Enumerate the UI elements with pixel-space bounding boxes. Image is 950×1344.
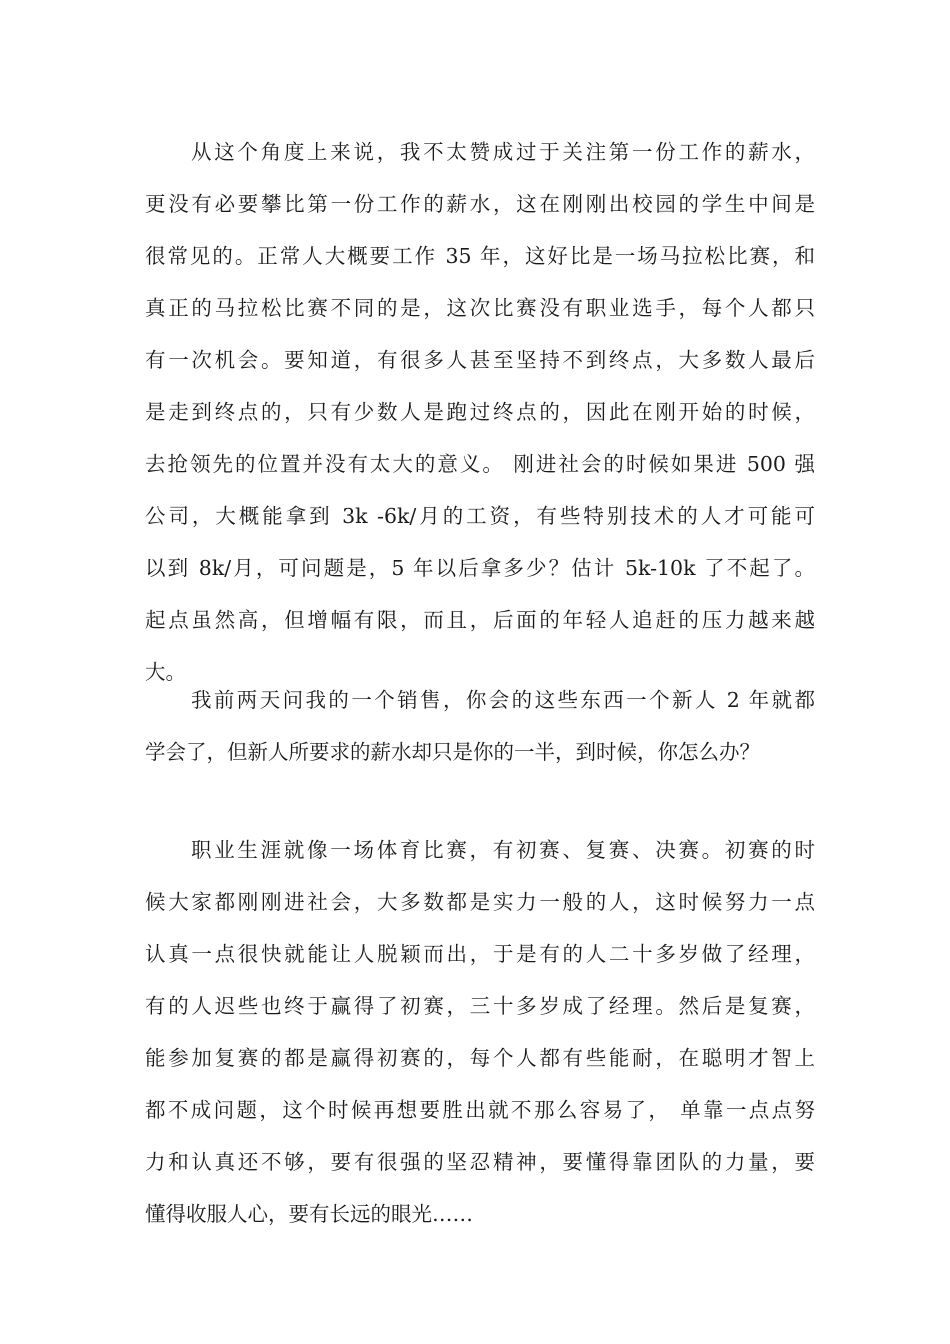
paragraph-line: 有的人迟些也终于赢得了初赛，三十多岁成了经理。然后是复赛，	[145, 994, 815, 1018]
paragraph-line: 以到 8k/月，可问题是，5 年以后拿多少？估计 5k-10k 了不起了。	[145, 556, 815, 580]
paragraph-line: 懂得收服人心，要有长远的眼光……	[145, 1202, 473, 1226]
paragraph-line: 更没有必要攀比第一份工作的薪水，这在刚刚出校园的学生中间是	[145, 192, 815, 216]
paragraph-line: 真正的马拉松比赛不同的是，这次比赛没有职业选手，每个人都只	[145, 296, 815, 320]
paragraph-line: 认真一点很快就能让人脱颖而出，于是有的人二十多岁做了经理，	[145, 942, 815, 966]
paragraph-line: 大。	[145, 660, 186, 684]
paragraph-line: 公司，大概能拿到 3k -6k/月的工资，有些特别技术的人才可能可	[145, 504, 815, 528]
paragraph-line: 去抢领先的位置并没有太大的意义。 刚进社会的时候如果进 500 强	[145, 452, 815, 476]
paragraph-line: 都不成问题，这个时候再想要胜出就不那么容易了， 单靠一点点努	[145, 1098, 815, 1122]
paragraph-line: 是走到终点的，只有少数人是跑过终点的，因此在刚开始的时候，	[145, 400, 815, 424]
paragraph-line: 很常见的。正常人大概要工作 35 年，这好比是一场马拉松比赛，和	[145, 244, 815, 268]
paragraph-line: 学会了，但新人所要求的薪水却只是你的一半，到时候，你怎么办？	[145, 740, 760, 764]
paragraph-line: 从这个角度上来说，我不太赞成过于关注第一份工作的薪水，	[191, 140, 815, 164]
paragraph-line: 起点虽然高，但增幅有限，而且，后面的年轻人追赶的压力越来越	[145, 608, 815, 632]
paragraph-line: 候大家都刚刚进社会，大多数都是实力一般的人，这时候努力一点	[145, 890, 815, 914]
paragraph-line: 职业生涯就像一场体育比赛，有初赛、复赛、决赛。初赛的时	[191, 838, 815, 862]
paragraph-line: 力和认真还不够，要有很强的坚忍精神，要懂得靠团队的力量，要	[145, 1150, 815, 1174]
paragraph-line: 有一次机会。要知道，有很多人甚至坚持不到终点，大多数人最后	[145, 348, 815, 372]
paragraph-line: 我前两天问我的一个销售，你会的这些东西一个新人 2 年就都	[191, 688, 815, 712]
paragraph-salary-marathon	[145, 126, 815, 698]
paragraph-line: 能参加复赛的都是赢得初赛的，每个人都有些能耐，在聪明才智上	[145, 1046, 815, 1070]
paragraph-sales-question	[145, 674, 815, 778]
paragraph-career-competition	[145, 824, 815, 1240]
